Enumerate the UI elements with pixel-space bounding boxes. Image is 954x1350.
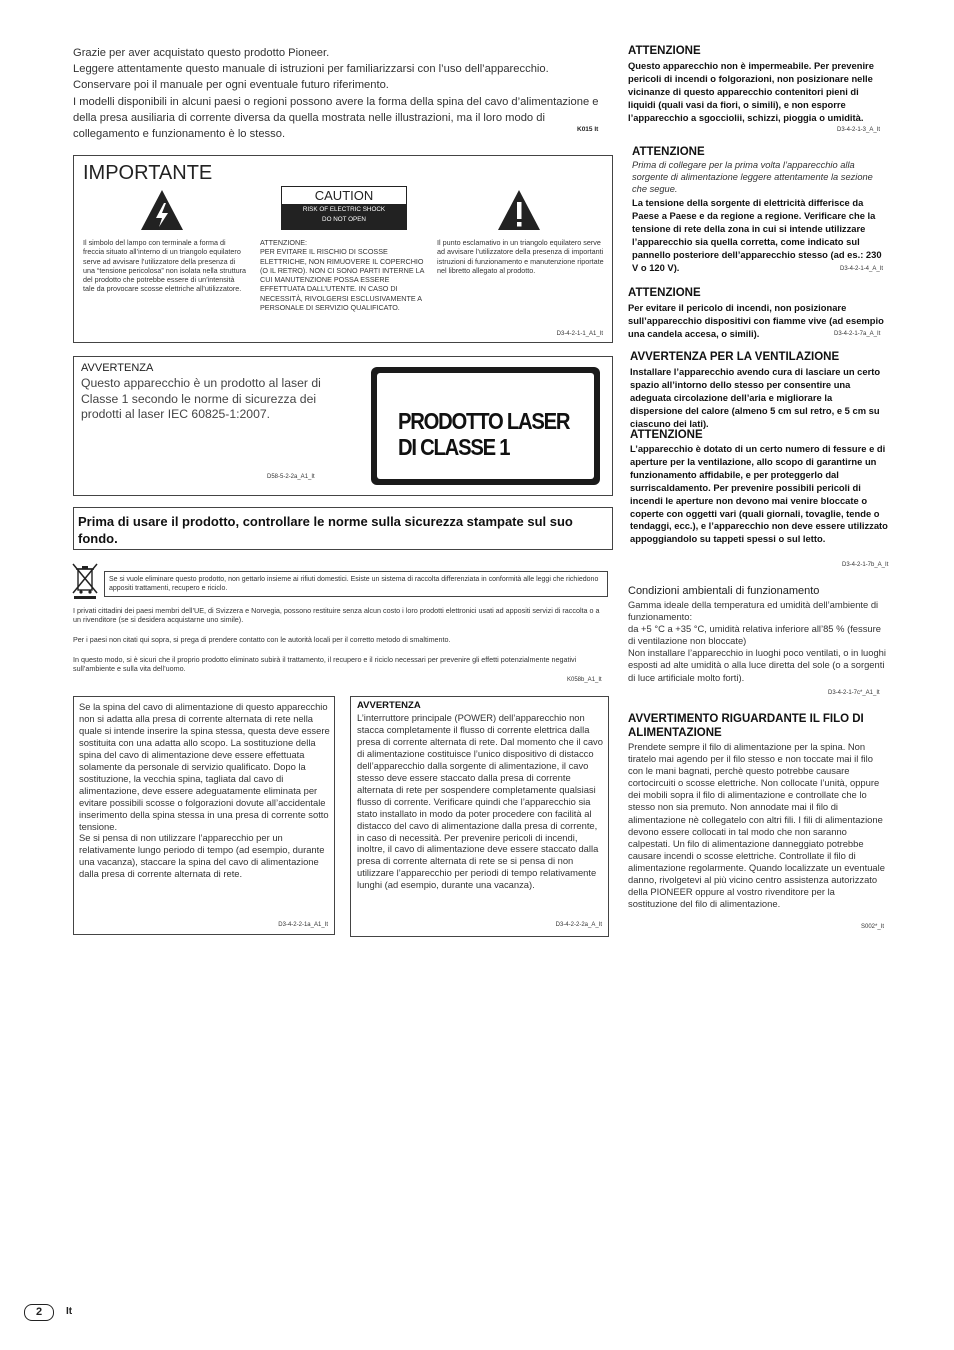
disposal-paragraph-3: In questo modo, si è sicuri che il proprio prodotto eliminato subirà il trattamento, il recupero e il riciclo necessari per prevenire gli effetti potenzialmente negativi sull’ambiente e sulla vita dell’uomo. [73, 655, 577, 674]
exclamation-warning-icon [497, 189, 541, 231]
power-code: D3-4-2-2-2a_A_It [555, 922, 602, 928]
lightning-warning-icon [140, 189, 184, 231]
power-switch-box [350, 696, 609, 937]
caution-label [281, 186, 407, 230]
laser-class-label [371, 367, 600, 485]
plug-replacement-box [73, 696, 335, 935]
power-box-text: L’interruttore principale (POWER) dell’apparecchio non stacca completamente il flusso di corrente elettrica dalla presa di corrente alternata di rete. Dal momento che il cavo di alimentazione costituisce l’unico dispositivo di distacco dell’apparecchio dalla sorgente di alimentazione, il cavo stesso deve essere staccato dalla presa di corrente alternata di rete per sospendere completamente qualsiasi flusso di corrente. Verificare quindi che l’apparecchio sia stato installato in modo da poter procedere con facilità al distacco del cavo di alimentazione dalla presa di corrente, in caso di necessità. Per prevenire pericoli di incendi, inoltre, il cavo di alimentazione deve essere staccato dalla presa di corrente alternata di rete se si pensa di non utilizzare l’apparecchio per periodi di tempo relativamente lunghi (ad esempio, durante una vacanza). [357, 712, 603, 891]
laser-label-line1: PRODOTTO LASER [398, 408, 570, 434]
att4-code: D3-4-2-1-7b_A_It [842, 562, 889, 568]
laser-code: D58-5-2-2a_A1_It [267, 474, 315, 480]
power-box-title: AVVERTENZA [357, 700, 421, 711]
exclamation-symbol-text: Il punto esclamativo in un triangolo equilatero serve ad avvisare l’utilizzatore della presenza di importanti istruzioni di funzionamento e manutenzione riportate nel libretto allegato al prodotto. [437, 238, 604, 275]
plug-code: D3-4-2-2-1a_A1_It [278, 922, 328, 928]
environment-code: D3-4-2-1-7c*_A1_It [828, 690, 880, 696]
safety-notice-box [73, 507, 613, 550]
att2-title: ATTENZIONE [632, 146, 705, 158]
att3-title: ATTENZIONE [628, 287, 701, 299]
page-number: 2 [24, 1304, 54, 1321]
caution-subtitle: RISK OF ELECTRIC SHOCK DO NOT OPEN [282, 204, 406, 229]
laser-box [73, 356, 613, 496]
att1-title: ATTENZIONE [628, 45, 701, 57]
ventilation-title: AVVERTENZA PER LA VENTILAZIONE [630, 351, 840, 363]
crossed-bin-icon [72, 562, 98, 600]
importante-title: IMPORTANTE [83, 162, 213, 184]
att3-code: D3-4-2-1-7a_A_It [834, 331, 881, 337]
disposal-paragraph-1: I privati cittadini dei paesi membri dell’UE, di Svizzera e Norvegia, possono restituire senza alcun costo i loro prodotti elettronici usati ad appositi servizi di raccolta o a un rivenditore (se si desidera acquistarne uno simile). [73, 606, 600, 625]
disposal-box-text: Se si vuole eliminare questo prodotto, non gettarlo insieme ai rifiuti domestici. Esiste un sistema di raccolta differenziata in conformità alle leggi che richiedono appositi trattamenti, recupero e riciclo. [109, 576, 599, 593]
att4-title: ATTENZIONE [630, 429, 703, 441]
caution-title: CAUTION [314, 188, 374, 203]
disposal-code: K058b_A1_It [567, 677, 602, 683]
environment-text: Gamma ideale della temperatura ed umidità dell’ambiente di funzionamento: da +5 °C a +35 °C, umidità relativa inferiore all’85 % (fessure di ventilazione non bloccate) Non installare l’apparecchio in luoghi poco ventilati, o in luoghi esposti ad alte umidità o alla luce diretta del sole (o a sorgenti di luce artificiale molto forti). [628, 599, 886, 683]
laser-text: Questo apparecchio è un prodotto al laser di Classe 1 secondo le norme di sicurezza dei prodotti al laser IEC 60825-1:2007. [81, 376, 321, 421]
intro-code: K015 It [577, 126, 599, 133]
att2-code: D3-4-2-1-4_A_It [840, 266, 884, 272]
safety-notice-text: Prima di usare il prodotto, controllare le norme sulla sicurezza stampate sul suo fondo. [78, 514, 573, 546]
power-cord-code: S002*_It [861, 924, 885, 930]
att3-text: Per evitare il pericolo di incendi, non posizionare sull’apparecchio dispositivi con fiamme vive (ad esempio una candela accesa, o simili). [628, 302, 884, 339]
disposal-box [104, 571, 608, 597]
importante-box [73, 155, 613, 343]
ventilation-text: Installare l’apparecchio avendo cura di lasciare un certo spazio all’intorno dello stesso per consentire una adeguata circolazione dell’aria e migliorare la dispersione del calore (almeno 5 cm sul retro, e 5 cm su ciascuno dei lati). [630, 366, 881, 429]
laser-label-line2: DI CLASSE 1 [398, 434, 510, 460]
caution-warning-text: ATTENZIONE: PER EVITARE IL RISCHIO DI SCOSSE ELETTRICHE, NON RIMUOVERE IL COPERCHIO (O IL RETRO). NON CI SONO PARTI INTERNE LA CUI MANUTENZIONE POSSA ESSERE EFFETTUATA DALL’UTENTE. IN CASO DI NECESSITÀ, RIVOLGERSI ESCLUSIVAMENTE A PERSONALE DI SERVIZIO QUALIFICATO. [260, 238, 425, 313]
att2-text: La tensione della sorgente di elettricità differisce da Paese a Paese e da regione a regione. Verificare che la tensione di rete della zona in cui si intende utilizzare l’apparecchio sia quella corretta, come indicato sul pannello posteriore dell’apparecchio stesso (ad es.: 230 V o 120 V). [632, 197, 882, 273]
att2-italic: Prima di collegare per la prima volta l’apparecchio alla sorgente di alimentazione leggere attentamente la sezione che segue. [632, 160, 873, 195]
laser-title: AVVERTENZA [81, 362, 154, 374]
power-cord-title: AVVERTIMENTO RIGUARDANTE IL FILO DI ALIMENTAZIONE [628, 713, 864, 739]
plug-replacement-text: Se la spina del cavo di alimentazione di questo apparecchio non si adatta alla presa di corrente alternata di rete nella quale si intende inserire la spina stessa, questa deve essere sostituita con una adatta allo scopo. La sostituzione della spina del cavo di alimentazione deve essere effettuata solamente da personale di servizio qualificato. Dopo la sostituzione, la vecchia spina, tagliata dal cavo di alimentazione, deve essere adeguatamente eliminata per evitare possibili scosse o folgorazioni dovute all’accidentale inserimento della spina stessa in una presa di corrente sotto tensione. Se si pensa di non utilizzare l’apparecchio per un relativamente lungo periodo di tempo (ad esempio, durante una vacanza), staccare la spina del cavo di alimentazione dalla presa di corrente alternata di rete. [79, 701, 330, 880]
importante-code: D3-4-2-1-1_A1_It [556, 331, 603, 337]
disposal-paragraph-2: Per i paesi non citati qui sopra, si prega di prendere contatto con le autorità locali per il corretto metodo di smaltimento. [73, 635, 451, 644]
power-cord-text: Prendete sempre il filo di alimentazione per la spina. Non tiratelo mai agendo per il filo stesso e non toccate mai il filo con le mani bagnati, perchè questo potrebbe causare cortocircuiti o scosse elettriche. Non collocate l’unità, oppure dei mobili sopra il filo di alimentazione e controllate che lo stesso non sia premuto. Non annodate mai il filo di alimentazione nè collegatelo con altri fili. I fili di alimentazione devono essere collocati in tal modo che non saranno calpestati. Un filo di alimentazione danneggiato potrebbe causare incendi o scosse elettriche. Controllate il filo di alimentazione regolarmente. Quando localizzate un eventuale danno, rivolgetevi al più vicino centro assistenza autorizzato della PIONEER oppure al vostro rivenditore per la sostituzione del filo di alimentazione. [628, 741, 885, 910]
environment-title: Condizioni ambientali di funzionamento [628, 585, 820, 597]
intro-text: Grazie per aver acquistato questo prodotto Pioneer. Leggere attentamente questo manuale di istruzioni per familiarizzarsi con l’uso dell’apparecchio. Conservare poi il manuale per ogni eventuale futuro riferimento. I modelli disponibili in alcuni paesi o regioni possono avere la forma della spina del cavo d’alimentazione e della presa ausiliaria di corrente diversa da quella mostrata nelle illustrazioni, ma il loro modo di collegamento e funzionamento è lo stesso. [73, 47, 599, 141]
att1-text: Questo apparecchio non è impermeabile. Per prevenire pericoli di incendi o folgorazioni, non posizionare nelle vicinanze di questo apparecchio contenitori pieni di liquidi (quali vasi da fiori, o simili), e non esporre l’apparecchio a sgocciolii, schizzi, pioggia o umidità. [628, 60, 874, 123]
att4-text: L’apparecchio è dotato di un certo numero di fessure e di aperture per la ventilazione, allo scopo di garantirne un funzionamento affidabile, e per proteggerlo dal surriscaldamento. Per prevenire possibili pericoli di incendi le aperture non devono mai venire bloccate o coperte con oggetti vari (quali giornali, tovaglie, tende o tendaggi, ecc.), e l’apparecchio non deve essere utilizzato appoggiandolo su tappeti spessi o sul letto. [630, 443, 888, 545]
page-language: It [66, 1306, 73, 1317]
lightning-symbol-text: Il simbolo del lampo con terminale a forma di freccia situato all’interno di un triangolo equilatero serve ad avvisare l’utilizzatore della presenza di una “tensione pericolosa” non isolata nella struttura del prodotto che potrebbe essere di un’intensità tale da provocare scosse elettriche all’utilizzatore. [83, 238, 247, 294]
att1-code: D3-4-2-1-3_A_It [837, 127, 881, 133]
